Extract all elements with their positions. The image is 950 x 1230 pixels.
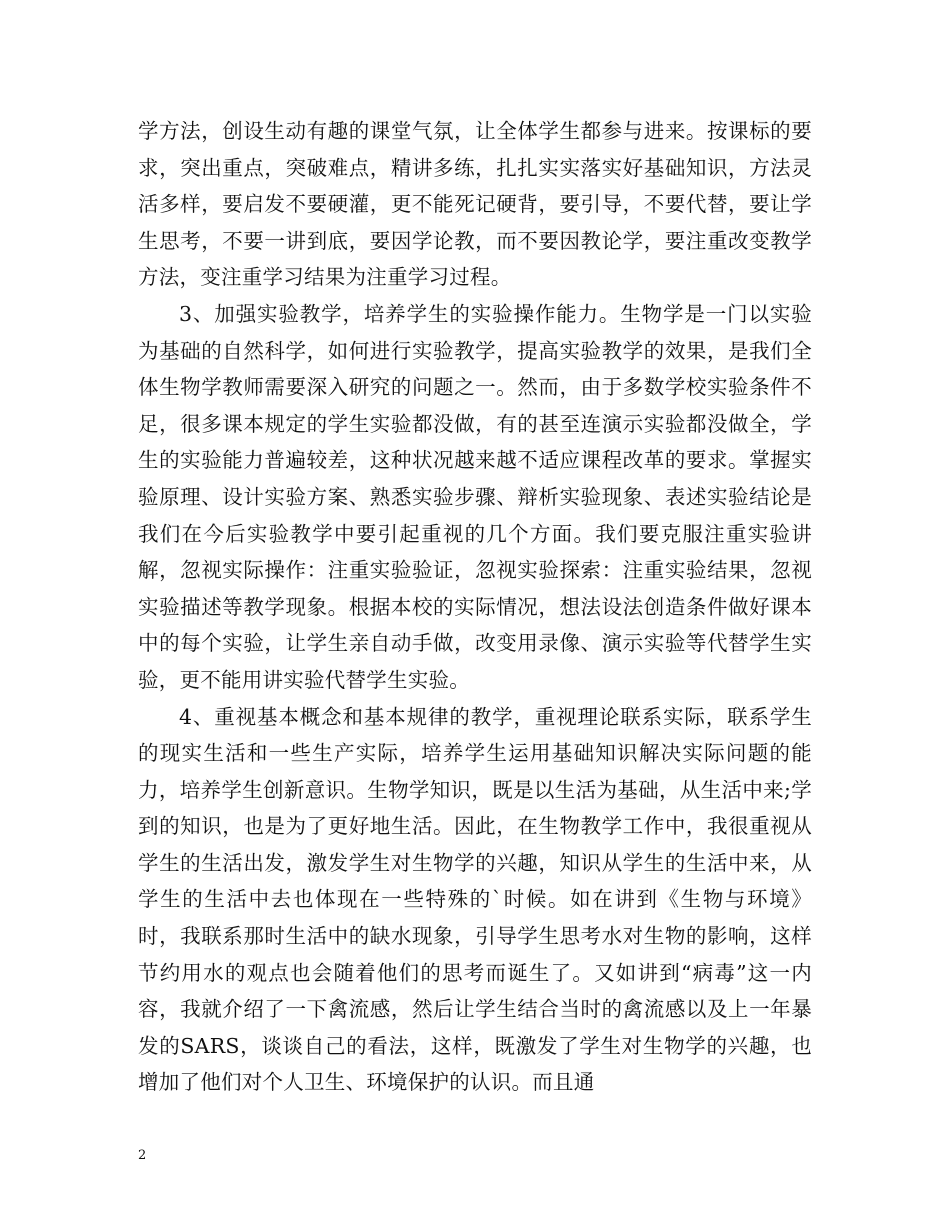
paragraph-basic-concepts: 4、重视基本概念和基本规律的教学，重视理论联系实际，联系学生的现实生活和一些生产实际，培养学生运用基础知识解决实际问题的能力，培养学生创新意识。生物学知识，既是以生活为基础，从生活中来;学到的知识，也是为了更好地生活。因此，在生物教学工作中，我很重视从学生的生活出发，激发学生对生物学的兴趣，知识从学生的生活中来，从学生的生活中去也体现在一些特殊的`时候。如在讲到《生物与环境》时，我联系那时生活中的缺水现象，引导学生思考水对生物的影响，这样节约用水的观点也会随着他们的思考而诞生了。又如讲到“病毒”这一内容，我就介绍了一下禽流感，然后让学生结合当时的禽流感以及上一年暴发的SARS，谈谈自己的看法，这样，既激发了学生对生物学的兴趣，也增加了他们对个人卫生、环境保护的认识。而且通 <box>138 704 812 1095</box>
body-text <box>138 113 812 1101</box>
paragraph-experiment-teaching: 3、加强实验教学，培养学生的实验操作能力。生物学是一门以实验为基础的自然科学，如何进行实验教学，提高实验教学的效果，是我们全体生物学教师需要深入研究的问题之一。然而，由于多数学校实验条件不足，很多课本规定的学生实验都没做，有的甚至连演示实验都没做全，学生的实验能力普遍较差，这种状况越来越不适应课程改革的要求。掌握实验原理、设计实验方案、熟悉实验步骤、辩析实验现象、表述实验结论是我们在今后实验教学中要引起重视的几个方面。我们要克服注重实验讲解，忽视实际操作：注重实验验证，忽视实验探索：注重实验结果，忽视实验描述等教学现象。根据本校的实际情况，想法设法创造条件做好课本中的每个实验，让学生亲自动手做，改变用录像、演示实验等代替学生实验，更不能用讲实验代替学生实验。 <box>138 301 812 692</box>
page-number: 2 <box>138 1148 147 1163</box>
paragraph-continuation: 学方法，创设生动有趣的课堂气氛，让全体学生都参与进来。按课标的要求，突出重点，突破难点，精讲多练，扎扎实实落实好基础知识，方法灵活多样，要启发不要硬灌，更不能死记硬背，要引导，不要代替，要让学生思考，不要一讲到底，要因学论教，而不要因教论学，要注重改变教学方法，变注重学习结果为注重学习过程。 <box>138 119 812 290</box>
